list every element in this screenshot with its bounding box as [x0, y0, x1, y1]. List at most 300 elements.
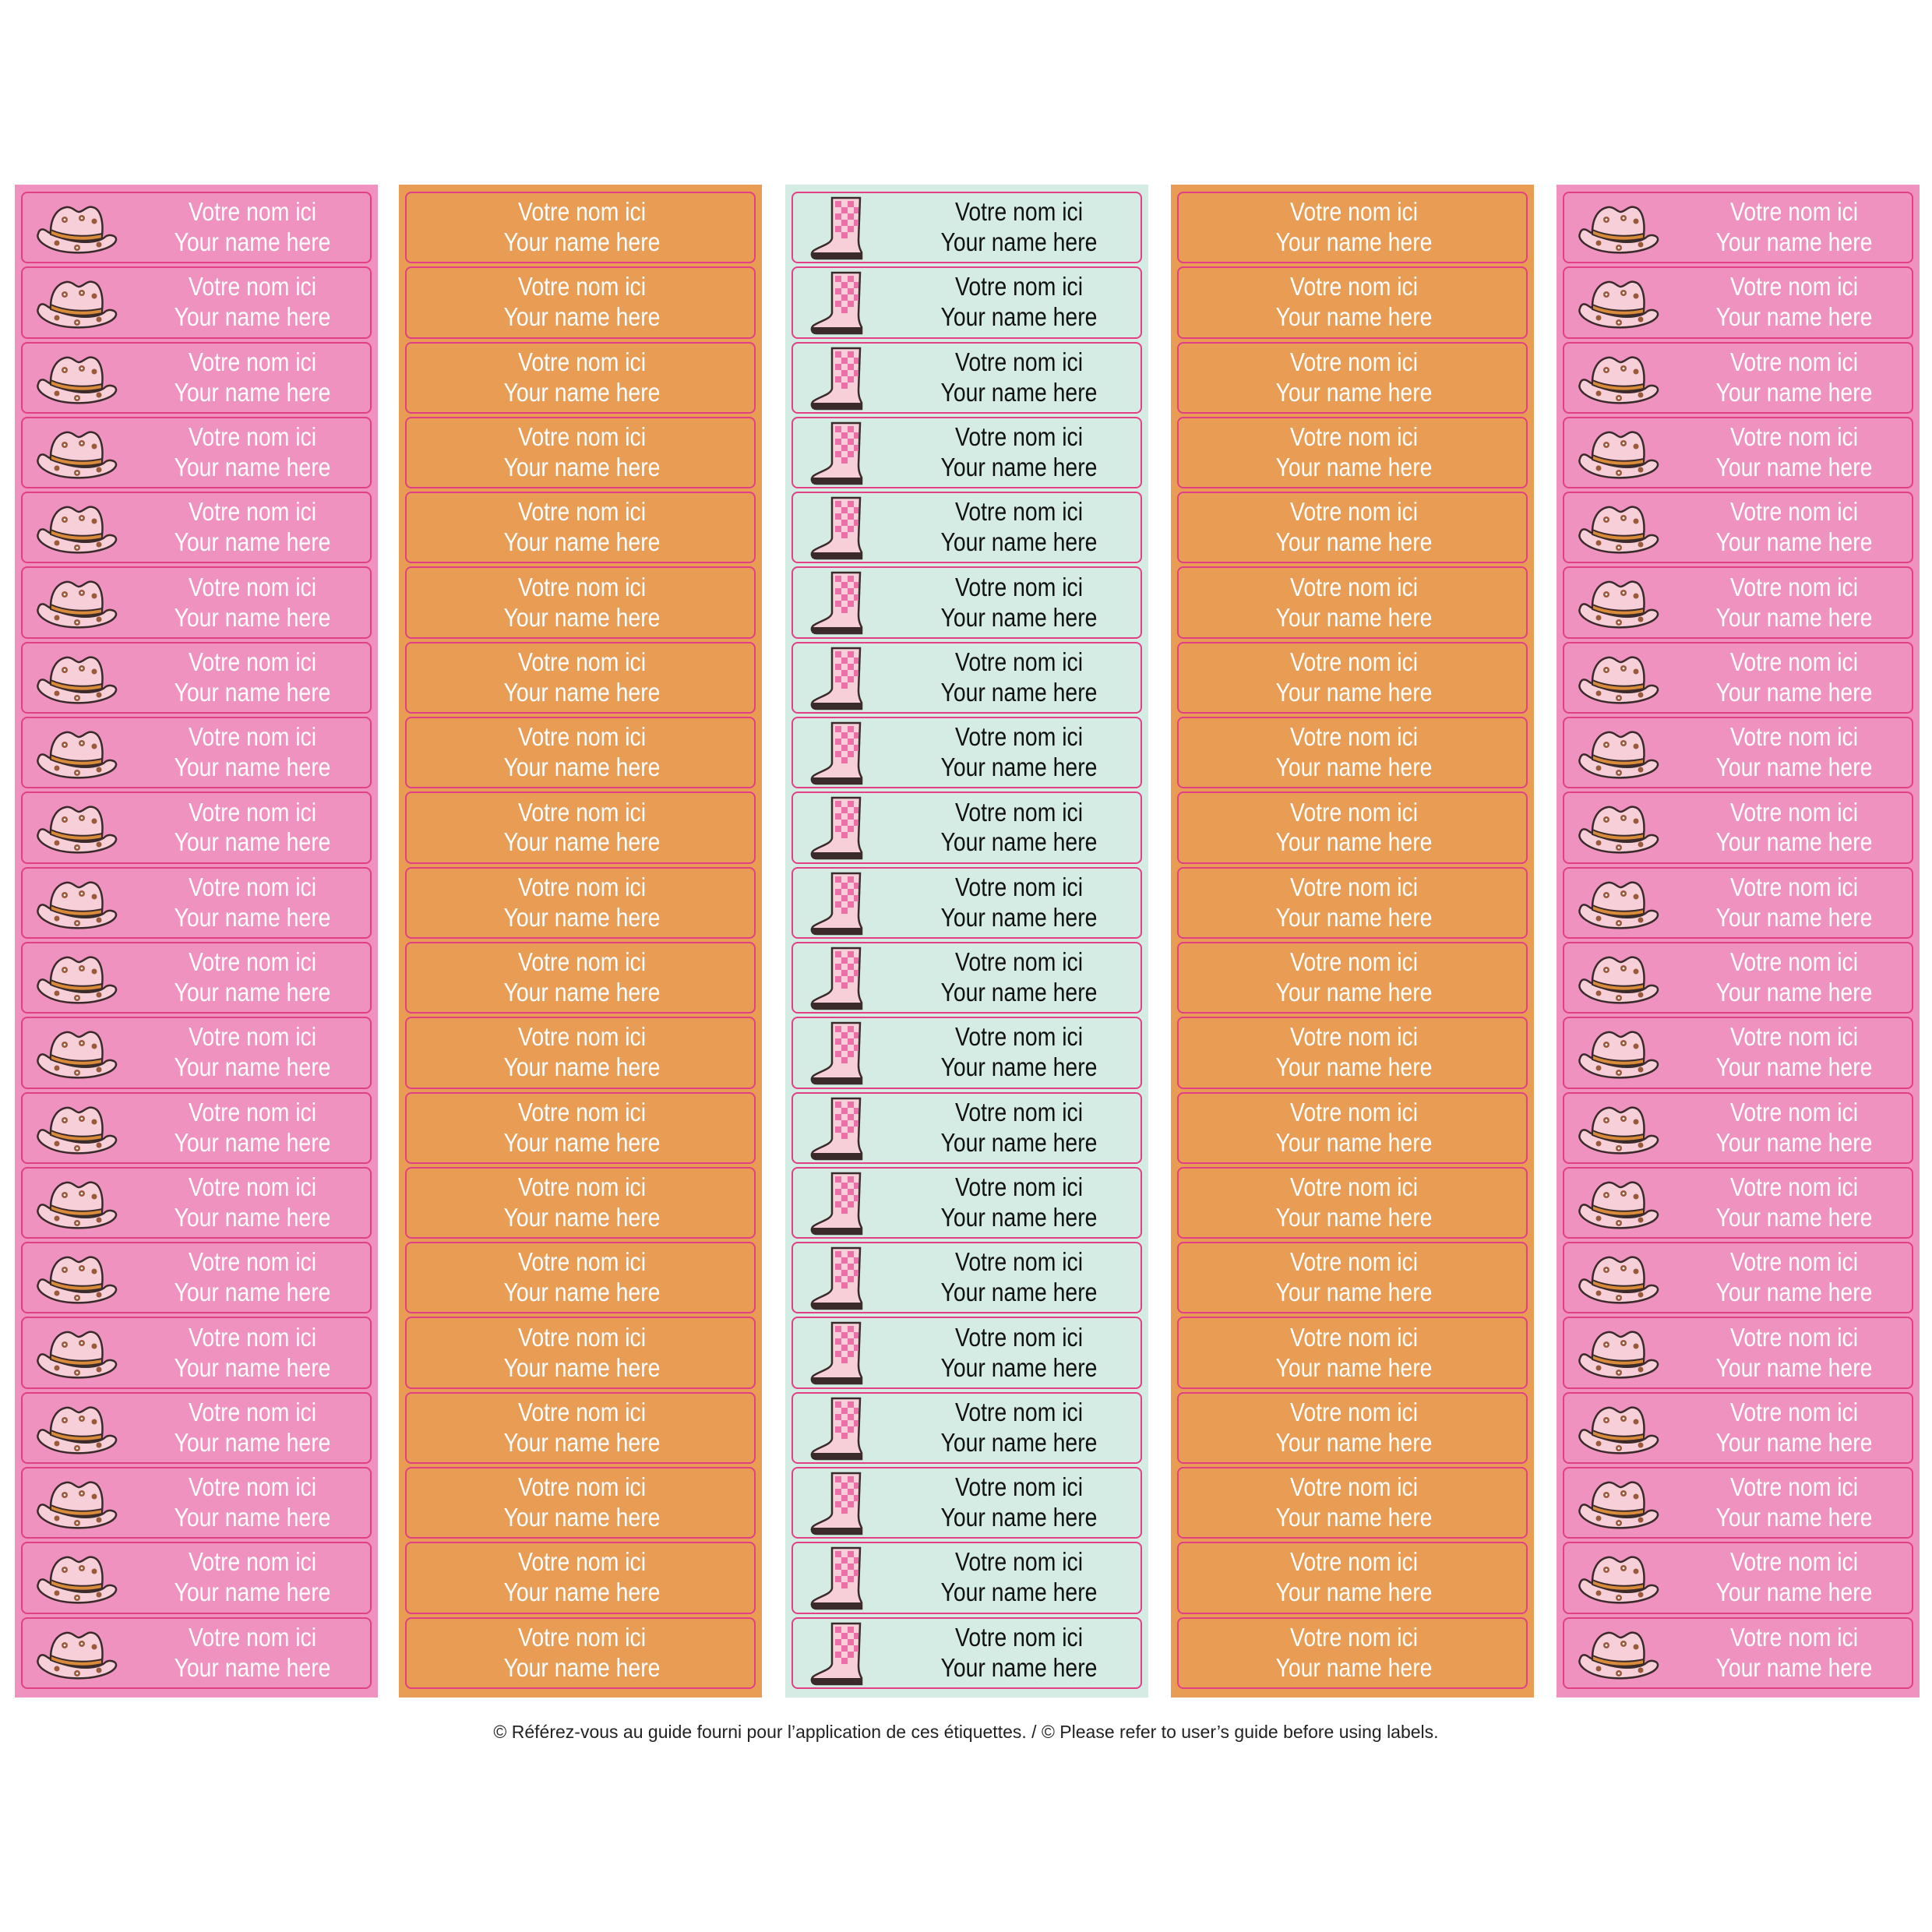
- label-line-french: Votre nom ici: [1729, 1247, 1859, 1277]
- label-line-english: Your name here: [940, 1052, 1098, 1082]
- label-text: [941, 1398, 1098, 1458]
- name-label: [791, 1467, 1142, 1539]
- name-label: [1177, 1617, 1528, 1689]
- label-line-french: Votre nom ici: [954, 1022, 1084, 1052]
- name-label: [405, 642, 756, 714]
- name-label: [21, 342, 372, 414]
- name-label: [791, 417, 1142, 488]
- label-text: [1716, 422, 1873, 483]
- label-line-french: Votre nom ici: [517, 1172, 647, 1202]
- cowboy-hat-icon: [1575, 1620, 1661, 1687]
- label-line-english: Your name here: [174, 377, 331, 407]
- name-label: [791, 1542, 1142, 1613]
- label-text: [175, 1472, 331, 1533]
- cowboy-hat-icon: [1575, 795, 1661, 862]
- label-line-french: Votre nom ici: [1729, 347, 1859, 376]
- name-label: [21, 1467, 372, 1539]
- name-label: [1177, 1542, 1528, 1613]
- label-line-french: Votre nom ici: [1729, 722, 1859, 752]
- name-label: [21, 1017, 372, 1088]
- name-label: [1563, 642, 1913, 714]
- label-line-english: Your name here: [1715, 527, 1873, 557]
- label-line-french: Votre nom ici: [1289, 797, 1419, 827]
- name-label: [405, 942, 756, 1014]
- label-text: [1276, 1548, 1433, 1609]
- label-line-french: Votre nom ici: [517, 947, 647, 977]
- label-text: [504, 798, 661, 858]
- name-label: [405, 791, 756, 863]
- label-line-french: Votre nom ici: [517, 572, 647, 601]
- name-label: [791, 342, 1142, 414]
- label-line-english: Your name here: [1275, 527, 1433, 557]
- label-text: [941, 273, 1098, 333]
- label-text: [1276, 1398, 1433, 1458]
- cowboy-boot-icon: [804, 870, 890, 937]
- label-line-french: Votre nom ici: [517, 872, 647, 901]
- label-text: [504, 1022, 661, 1083]
- cowboy-boot-icon: [804, 720, 890, 787]
- label-line-english: Your name here: [503, 1578, 661, 1607]
- label-line-french: Votre nom ici: [954, 347, 1084, 376]
- label-line-english: Your name here: [503, 1503, 661, 1532]
- name-label: [791, 867, 1142, 939]
- label-line-french: Votre nom ici: [954, 572, 1084, 601]
- label-line-french: Votre nom ici: [517, 647, 647, 676]
- label-line-english: Your name here: [1715, 1127, 1873, 1157]
- cowboy-hat-icon: [33, 1470, 119, 1537]
- name-label: [1563, 1017, 1913, 1088]
- name-label: [1563, 566, 1913, 638]
- label-line-english: Your name here: [940, 1352, 1098, 1382]
- label-text: [504, 647, 661, 708]
- label-line-french: Votre nom ici: [1729, 497, 1859, 527]
- label-line-english: Your name here: [503, 827, 661, 857]
- name-label: [21, 642, 372, 714]
- name-label: [1177, 942, 1528, 1014]
- label-text: [1276, 722, 1433, 783]
- name-label: [1177, 717, 1528, 788]
- name-label: [21, 266, 372, 338]
- cowboy-hat-icon: [33, 495, 119, 562]
- label-text: [1716, 1623, 1873, 1683]
- label-line-french: Votre nom ici: [1289, 872, 1419, 901]
- name-label: [1177, 791, 1528, 863]
- cowboy-boot-icon: [804, 1470, 890, 1537]
- label-text: [941, 1623, 1098, 1683]
- cowboy-hat-icon: [1575, 1395, 1661, 1462]
- label-line-french: Votre nom ici: [188, 1022, 317, 1052]
- label-line-english: Your name here: [174, 1278, 331, 1307]
- label-text: [504, 1548, 661, 1609]
- name-label: [21, 867, 372, 939]
- cowboy-hat-icon: [33, 1395, 119, 1462]
- cowboy-hat-icon: [33, 645, 119, 712]
- name-label: [405, 266, 756, 338]
- name-label: [1563, 1467, 1913, 1539]
- name-label: [1563, 417, 1913, 488]
- name-label: [1177, 1017, 1528, 1088]
- label-line-french: Votre nom ici: [1729, 1022, 1859, 1052]
- label-line-english: Your name here: [1275, 1278, 1433, 1307]
- label-line-english: Your name here: [940, 978, 1098, 1007]
- label-line-french: Votre nom ici: [954, 1622, 1084, 1652]
- label-line-english: Your name here: [1275, 1503, 1433, 1532]
- label-line-english: Your name here: [940, 1652, 1098, 1682]
- label-line-french: Votre nom ici: [188, 272, 317, 301]
- label-line-english: Your name here: [503, 1352, 661, 1382]
- label-line-french: Votre nom ici: [1729, 1397, 1859, 1426]
- name-label: [21, 1167, 372, 1239]
- label-column-5: [1557, 185, 1920, 1698]
- label-text: [941, 497, 1098, 558]
- name-label: [1563, 192, 1913, 263]
- label-line-french: Votre nom ici: [954, 197, 1084, 227]
- cowboy-boot-icon: [804, 645, 890, 712]
- label-line-english: Your name here: [174, 602, 331, 632]
- label-text: [941, 197, 1098, 258]
- label-column-3: [785, 185, 1148, 1698]
- label-line-english: Your name here: [503, 753, 661, 782]
- cowboy-hat-icon: [1575, 569, 1661, 636]
- label-line-english: Your name here: [1275, 978, 1433, 1007]
- label-text: [175, 1398, 331, 1458]
- label-text: [1716, 347, 1873, 408]
- label-line-french: Votre nom ici: [1289, 1022, 1419, 1052]
- name-label: [791, 791, 1142, 863]
- label-line-french: Votre nom ici: [188, 647, 317, 676]
- label-line-french: Votre nom ici: [1289, 347, 1419, 376]
- name-label: [1177, 266, 1528, 338]
- label-text: [504, 1472, 661, 1533]
- label-line-french: Votre nom ici: [517, 272, 647, 301]
- name-label: [791, 566, 1142, 638]
- label-text: [1716, 1022, 1873, 1083]
- cowboy-hat-icon: [1575, 1545, 1661, 1612]
- label-text: [175, 1247, 331, 1308]
- label-line-french: Votre nom ici: [188, 1097, 317, 1126]
- label-text: [175, 1623, 331, 1683]
- label-text: [941, 722, 1098, 783]
- label-line-french: Votre nom ici: [1729, 572, 1859, 601]
- label-line-french: Votre nom ici: [1729, 1472, 1859, 1502]
- cowboy-hat-icon: [1575, 645, 1661, 712]
- label-line-english: Your name here: [940, 527, 1098, 557]
- name-label: [21, 1542, 372, 1613]
- label-text: [504, 1623, 661, 1683]
- cowboy-hat-icon: [33, 1020, 119, 1087]
- label-line-french: Votre nom ici: [1729, 1322, 1859, 1352]
- label-line-french: Votre nom ici: [1729, 1622, 1859, 1652]
- name-label: [405, 192, 756, 263]
- label-line-english: Your name here: [1715, 902, 1873, 932]
- label-text: [1716, 497, 1873, 558]
- cowboy-hat-icon: [33, 195, 119, 262]
- label-text: [175, 1098, 331, 1158]
- label-line-english: Your name here: [503, 1278, 661, 1307]
- label-text: [175, 197, 331, 258]
- label-line-english: Your name here: [1715, 978, 1873, 1007]
- label-text: [504, 347, 661, 408]
- label-line-english: Your name here: [940, 1203, 1098, 1232]
- label-text: [1276, 947, 1433, 1008]
- label-line-french: Votre nom ici: [954, 797, 1084, 827]
- name-label: [405, 1092, 756, 1164]
- label-text: [175, 722, 331, 783]
- cowboy-boot-icon: [804, 1020, 890, 1087]
- label-line-french: Votre nom ici: [517, 722, 647, 752]
- label-line-english: Your name here: [503, 602, 661, 632]
- label-line-english: Your name here: [1275, 1203, 1433, 1232]
- label-text: [1276, 1472, 1433, 1533]
- cowboy-boot-icon: [804, 270, 890, 337]
- label-line-english: Your name here: [1715, 227, 1873, 257]
- cowboy-hat-icon: [33, 1320, 119, 1387]
- name-label: [405, 342, 756, 414]
- label-line-english: Your name here: [1275, 453, 1433, 482]
- name-label: [405, 1167, 756, 1239]
- label-line-french: Votre nom ici: [1289, 572, 1419, 601]
- label-text: [1276, 1247, 1433, 1308]
- label-line-french: Votre nom ici: [954, 1397, 1084, 1426]
- label-line-english: Your name here: [503, 527, 661, 557]
- label-text: [1716, 573, 1873, 633]
- name-label: [21, 417, 372, 488]
- label-text: [504, 197, 661, 258]
- label-line-english: Your name here: [940, 753, 1098, 782]
- name-label: [1563, 1317, 1913, 1388]
- label-text: [941, 1323, 1098, 1384]
- label-line-french: Votre nom ici: [517, 497, 647, 527]
- name-label: [1177, 1392, 1528, 1464]
- cowboy-boot-icon: [804, 1395, 890, 1462]
- label-line-english: Your name here: [174, 677, 331, 707]
- cowboy-hat-icon: [1575, 495, 1661, 562]
- name-label: [791, 1317, 1142, 1388]
- label-text: [1276, 1323, 1433, 1384]
- label-line-english: Your name here: [1275, 1127, 1433, 1157]
- label-line-english: Your name here: [1715, 1203, 1873, 1232]
- label-line-french: Votre nom ici: [1729, 1172, 1859, 1202]
- label-line-french: Votre nom ici: [954, 497, 1084, 527]
- label-line-french: Votre nom ici: [1729, 1097, 1859, 1126]
- label-line-french: Votre nom ici: [188, 872, 317, 901]
- name-label: [405, 566, 756, 638]
- label-line-french: Votre nom ici: [1729, 272, 1859, 301]
- label-line-english: Your name here: [503, 377, 661, 407]
- label-line-french: Votre nom ici: [954, 1247, 1084, 1277]
- label-line-french: Votre nom ici: [188, 1547, 317, 1577]
- label-line-french: Votre nom ici: [188, 1322, 317, 1352]
- name-label: [21, 942, 372, 1014]
- label-line-english: Your name here: [503, 227, 661, 257]
- label-text: [1276, 497, 1433, 558]
- label-line-french: Votre nom ici: [1729, 197, 1859, 227]
- name-label: [1177, 566, 1528, 638]
- label-line-english: Your name here: [1275, 1352, 1433, 1382]
- cowboy-boot-icon: [804, 1245, 890, 1312]
- label-line-english: Your name here: [1715, 1578, 1873, 1607]
- cowboy-hat-icon: [33, 345, 119, 412]
- cowboy-hat-icon: [1575, 720, 1661, 787]
- cowboy-boot-icon: [804, 1545, 890, 1612]
- label-line-french: Votre nom ici: [1289, 497, 1419, 527]
- label-line-english: Your name here: [1275, 1578, 1433, 1607]
- label-text: [941, 647, 1098, 708]
- label-line-french: Votre nom ici: [954, 1322, 1084, 1352]
- label-line-english: Your name here: [503, 1427, 661, 1457]
- label-text: [941, 1472, 1098, 1533]
- label-line-french: Votre nom ici: [517, 347, 647, 376]
- name-label: [1563, 1092, 1913, 1164]
- label-text: [1276, 347, 1433, 408]
- name-label: [1177, 192, 1528, 263]
- label-line-french: Votre nom ici: [954, 1097, 1084, 1126]
- label-line-english: Your name here: [174, 1503, 331, 1532]
- label-text: [1716, 197, 1873, 258]
- name-label: [21, 1242, 372, 1313]
- label-text: [1716, 1172, 1873, 1233]
- label-line-english: Your name here: [1715, 1278, 1873, 1307]
- label-text: [1716, 1323, 1873, 1384]
- cowboy-hat-icon: [33, 795, 119, 862]
- label-line-english: Your name here: [1275, 1427, 1433, 1457]
- cowboy-hat-icon: [33, 1245, 119, 1312]
- label-line-english: Your name here: [174, 1127, 331, 1157]
- label-line-english: Your name here: [1715, 453, 1873, 482]
- cowboy-hat-icon: [33, 569, 119, 636]
- cowboy-boot-icon: [804, 195, 890, 262]
- label-text: [504, 1323, 661, 1384]
- label-line-french: Votre nom ici: [954, 722, 1084, 752]
- cowboy-hat-icon: [1575, 270, 1661, 337]
- label-text: [1276, 273, 1433, 333]
- label-line-english: Your name here: [174, 1203, 331, 1232]
- label-text: [941, 347, 1098, 408]
- label-line-english: Your name here: [940, 677, 1098, 707]
- label-line-english: Your name here: [503, 978, 661, 1007]
- label-line-french: Votre nom ici: [954, 647, 1084, 676]
- label-line-french: Votre nom ici: [517, 1097, 647, 1126]
- name-label: [405, 417, 756, 488]
- label-line-english: Your name here: [503, 302, 661, 332]
- name-label: [21, 717, 372, 788]
- name-label: [791, 1167, 1142, 1239]
- name-label: [791, 942, 1142, 1014]
- label-line-french: Votre nom ici: [1289, 422, 1419, 452]
- label-line-french: Votre nom ici: [517, 197, 647, 227]
- label-text: [941, 573, 1098, 633]
- footer-notice: © Référez-vous au guide fourni pour l’application de ces étiquettes. / © Please refer to user’s guide before using labels.: [493, 1722, 1439, 1742]
- name-label: [21, 1092, 372, 1164]
- label-line-english: Your name here: [940, 1427, 1098, 1457]
- cowboy-hat-icon: [33, 945, 119, 1012]
- name-label: [21, 1392, 372, 1464]
- label-line-english: Your name here: [503, 453, 661, 482]
- name-label: [405, 867, 756, 939]
- name-label: [405, 1392, 756, 1464]
- label-text: [1276, 197, 1433, 258]
- name-label: [1177, 867, 1528, 939]
- name-label: [405, 492, 756, 563]
- label-text: [175, 1548, 331, 1609]
- label-text: [504, 1247, 661, 1308]
- name-label: [1563, 867, 1913, 939]
- label-line-english: Your name here: [940, 1127, 1098, 1157]
- label-line-french: Votre nom ici: [517, 797, 647, 827]
- label-line-french: Votre nom ici: [517, 1472, 647, 1502]
- label-text: [941, 798, 1098, 858]
- label-line-french: Votre nom ici: [954, 1472, 1084, 1502]
- cowboy-boot-icon: [804, 495, 890, 562]
- label-text: [175, 1022, 331, 1083]
- label-line-english: Your name here: [174, 978, 331, 1007]
- label-text: [941, 1022, 1098, 1083]
- label-line-english: Your name here: [1275, 902, 1433, 932]
- label-text: [504, 497, 661, 558]
- name-label: [405, 1317, 756, 1388]
- label-line-french: Votre nom ici: [188, 1397, 317, 1426]
- label-line-english: Your name here: [174, 1052, 331, 1082]
- label-text: [1276, 798, 1433, 858]
- label-line-english: Your name here: [1715, 1652, 1873, 1682]
- label-text: [175, 422, 331, 483]
- label-line-english: Your name here: [940, 453, 1098, 482]
- label-line-english: Your name here: [1715, 1503, 1873, 1532]
- label-line-english: Your name here: [174, 302, 331, 332]
- name-label: [21, 791, 372, 863]
- label-line-french: Votre nom ici: [517, 1547, 647, 1577]
- name-label: [791, 1392, 1142, 1464]
- label-line-english: Your name here: [503, 677, 661, 707]
- label-line-english: Your name here: [1275, 377, 1433, 407]
- name-label: [1177, 1242, 1528, 1313]
- name-label: [1563, 1167, 1913, 1239]
- cowboy-hat-icon: [1575, 345, 1661, 412]
- label-line-french: Votre nom ici: [954, 272, 1084, 301]
- cowboy-hat-icon: [1575, 1320, 1661, 1387]
- label-text: [1276, 1623, 1433, 1683]
- name-label: [21, 1317, 372, 1388]
- label-line-french: Votre nom ici: [1289, 1622, 1419, 1652]
- label-line-english: Your name here: [1275, 602, 1433, 632]
- label-line-english: Your name here: [174, 1578, 331, 1607]
- label-text: [504, 422, 661, 483]
- label-line-french: Votre nom ici: [1729, 647, 1859, 676]
- label-text: [175, 647, 331, 708]
- label-line-french: Votre nom ici: [1289, 1247, 1419, 1277]
- label-line-english: Your name here: [503, 1127, 661, 1157]
- cowboy-boot-icon: [804, 1320, 890, 1387]
- label-line-english: Your name here: [1275, 227, 1433, 257]
- label-line-english: Your name here: [1715, 602, 1873, 632]
- name-label: [1563, 1617, 1913, 1689]
- cowboy-hat-icon: [1575, 870, 1661, 937]
- name-label: [1177, 342, 1528, 414]
- label-line-french: Votre nom ici: [1289, 1322, 1419, 1352]
- label-line-english: Your name here: [503, 1203, 661, 1232]
- label-line-english: Your name here: [503, 1652, 661, 1682]
- label-line-english: Your name here: [1715, 302, 1873, 332]
- cowboy-hat-icon: [1575, 1470, 1661, 1537]
- name-label: [21, 492, 372, 563]
- cowboy-hat-icon: [1575, 1095, 1661, 1162]
- name-label: [405, 1017, 756, 1088]
- label-line-french: Votre nom ici: [188, 947, 317, 977]
- label-line-french: Votre nom ici: [188, 1622, 317, 1652]
- label-text: [175, 573, 331, 633]
- cowboy-hat-icon: [33, 720, 119, 787]
- label-text: [1716, 873, 1873, 933]
